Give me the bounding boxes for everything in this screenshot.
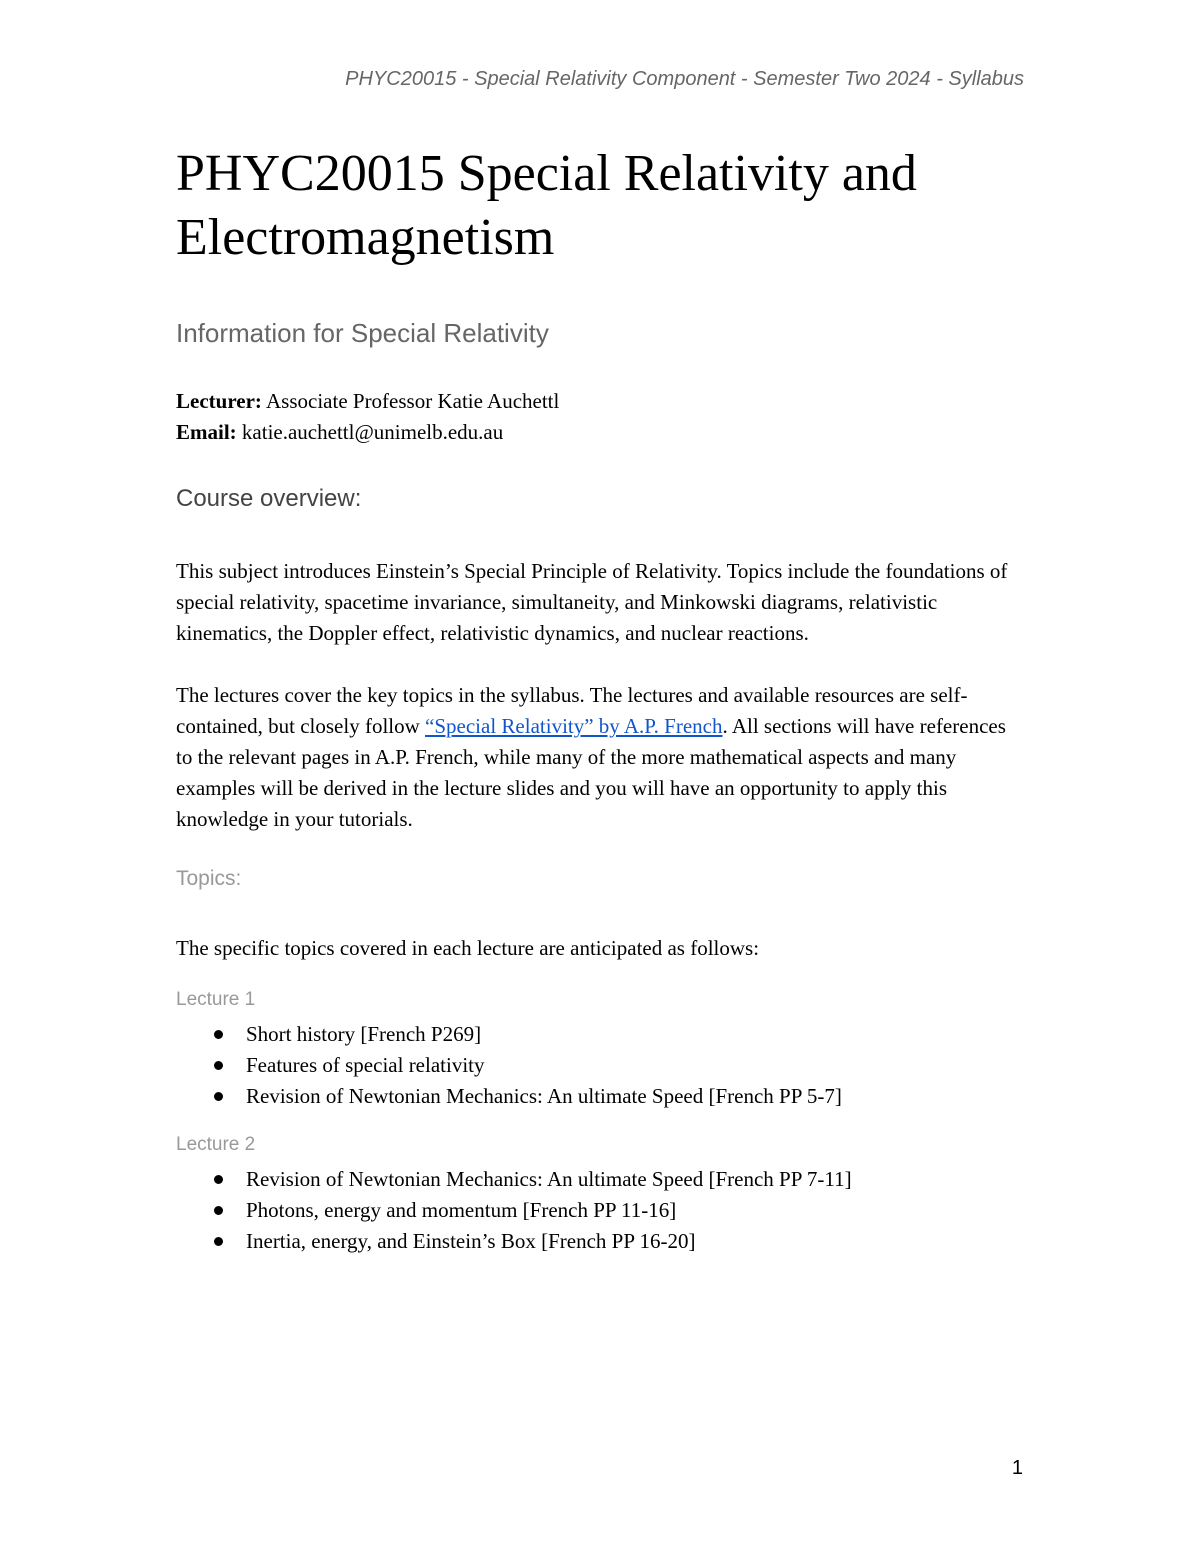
bullet-icon bbox=[214, 1237, 223, 1246]
lecturer-label: Lecturer: bbox=[176, 389, 262, 413]
list-item bbox=[176, 1226, 1026, 1257]
lecture-1-heading: Lecture 1 bbox=[176, 989, 256, 1010]
list-item-text: Features of special relativity bbox=[246, 1053, 485, 1077]
email-address: katie.auchettl@unimelb.edu.au bbox=[236, 420, 504, 444]
course-overview-heading: Course overview: bbox=[176, 485, 362, 512]
topics-intro: The specific topics covered in each lecture are anticipated as follows: bbox=[176, 936, 760, 960]
list-item bbox=[176, 1019, 1026, 1050]
lecturer-line bbox=[176, 386, 1026, 417]
list-item-text: Revision of Newtonian Mechanics: An ultimate Speed [French PP 5-7] bbox=[246, 1084, 842, 1108]
email-line bbox=[176, 417, 1026, 448]
lectures-paragraph-text-end: . All sections will have references to the relevant pages in A.P. French, while many of the more mathematical aspects and many examples will be derived in the lecture slides and you will have an opportunity to apply this knowledge in your tutorials. bbox=[176, 714, 1006, 831]
list-item-text: Photons, energy and momentum [French PP 11-16] bbox=[246, 1198, 677, 1222]
bullet-icon bbox=[214, 1061, 223, 1070]
document-subtitle: Information for Special Relativity bbox=[176, 318, 549, 348]
bullet-icon bbox=[214, 1206, 223, 1215]
lectures-paragraph bbox=[176, 680, 1026, 835]
lecture-2-topic-list bbox=[176, 1164, 1026, 1257]
lecture-1-topic-list bbox=[176, 1019, 1026, 1112]
bullet-icon bbox=[214, 1030, 223, 1039]
topics-heading: Topics: bbox=[176, 867, 242, 890]
list-item bbox=[176, 1195, 1026, 1226]
list-item-text: Inertia, energy, and Einstein’s Box [French PP 16-20] bbox=[246, 1229, 696, 1253]
running-header: PHYC20015 - Special Relativity Component - Semester Two 2024 - Syllabus bbox=[345, 68, 1024, 90]
list-item bbox=[176, 1081, 1026, 1112]
email-label: Email: bbox=[176, 420, 237, 444]
document-body bbox=[176, 142, 1026, 1257]
overview-paragraph: This subject introduces Einstein’s Special Principle of Relativity. Topics include the foundations of special relativity, spacetime invariance, simultaneity, and Minkowski diagrams, relativistic kinematics, the Doppler effect, relativistic dynamics, and nuclear reactions. bbox=[176, 559, 1008, 645]
bullet-icon bbox=[214, 1175, 223, 1184]
contact-info bbox=[176, 386, 1026, 448]
list-item bbox=[176, 1164, 1026, 1195]
page-number: 1 bbox=[1011, 1457, 1023, 1479]
list-item-text: Revision of Newtonian Mechanics: An ultimate Speed [French PP 7-11] bbox=[246, 1167, 852, 1191]
french-textbook-link[interactable]: “Special Relativity” by A.P. French bbox=[425, 714, 723, 738]
list-item bbox=[176, 1050, 1026, 1081]
lecture-2-heading: Lecture 2 bbox=[176, 1134, 256, 1155]
lectures-paragraph-text-start: The lectures cover the key topics in the syllabus. The lectures and available resources are self-contained, but closely follow bbox=[176, 683, 968, 738]
bullet-icon bbox=[214, 1092, 223, 1101]
lecturer-name: Associate Professor Katie Auchettl bbox=[261, 389, 560, 413]
list-item-text: Short history [French P269] bbox=[246, 1022, 482, 1046]
document-title: PHYC20015 Special Relativity and Electromagnetism bbox=[176, 145, 917, 266]
